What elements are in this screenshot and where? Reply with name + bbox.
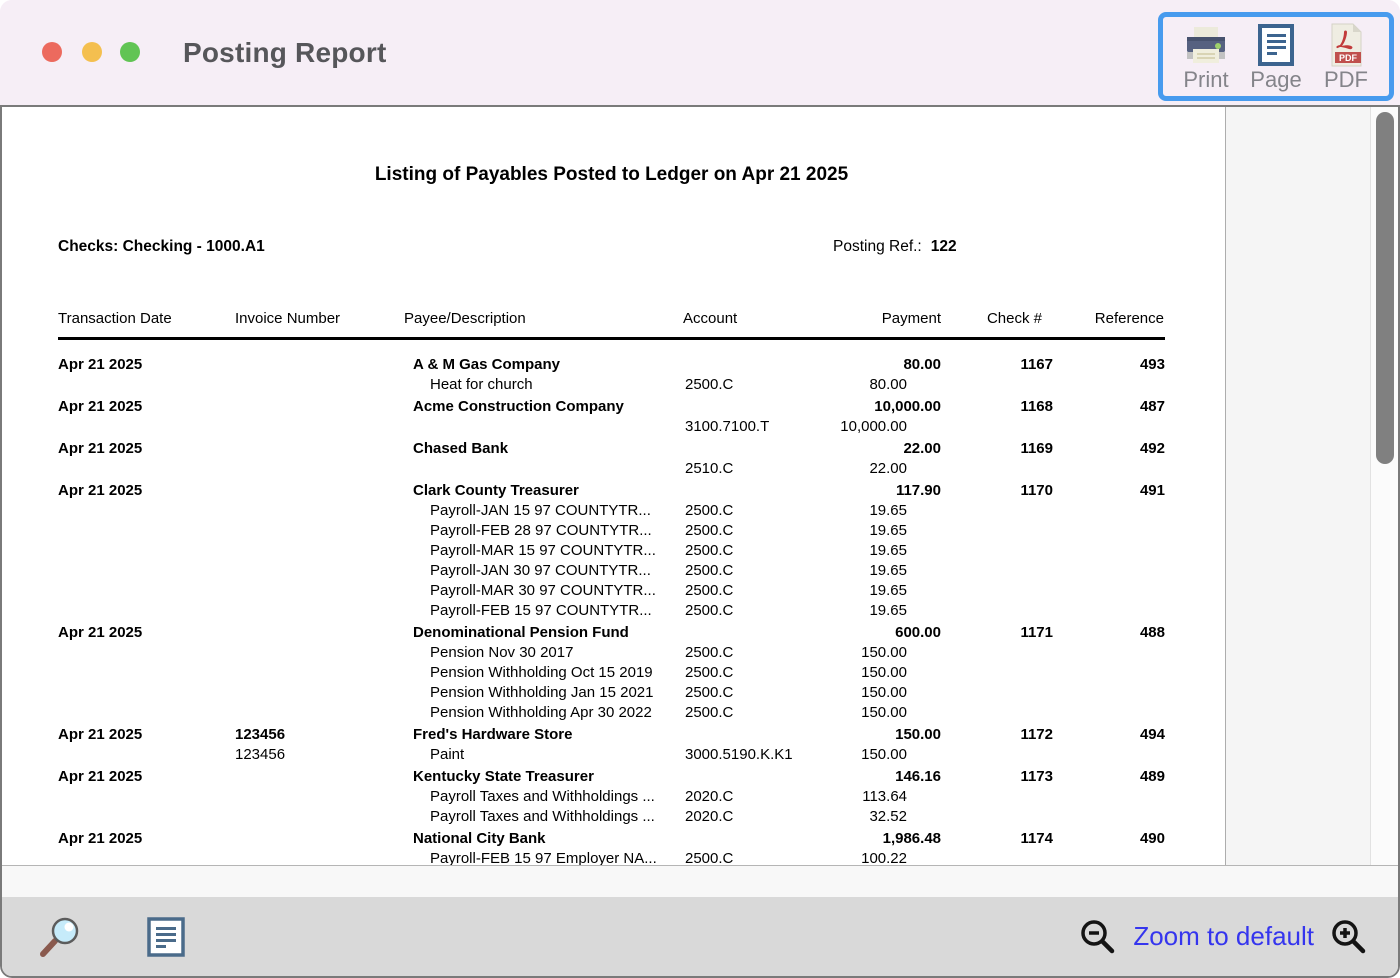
cell-invoice-number xyxy=(235,541,404,561)
cell-reference xyxy=(1053,807,1165,827)
cell-reference: 487 xyxy=(1139,398,1165,415)
posting-row-detail xyxy=(58,643,1165,663)
cell-payee: National City Bank xyxy=(413,830,546,847)
cell-reference xyxy=(1053,375,1165,395)
posting-ref-value: 122 xyxy=(930,238,957,255)
posting-row-detail xyxy=(58,601,1165,621)
cell-check-number xyxy=(941,745,1053,765)
cell-check-number xyxy=(941,521,1053,541)
report-subhead xyxy=(58,238,1165,258)
posting-row-detail xyxy=(58,683,1165,703)
posting-row-main xyxy=(58,355,1165,375)
cell-description: Pension Withholding Apr 30 2022 xyxy=(430,704,652,721)
posting-group xyxy=(58,439,1165,479)
posting-group xyxy=(58,397,1165,437)
posting-group xyxy=(58,623,1165,723)
cell-transaction-date xyxy=(58,683,235,703)
cell-description: Payroll Taxes and Withholdings ... xyxy=(430,788,655,805)
cell-account: 2500.C xyxy=(685,704,734,721)
cell-amount: 80.00 xyxy=(869,376,907,393)
cell-invoice-number xyxy=(235,501,404,521)
report-title: Listing of Payables Posted to Ledger on Apr 21 2025 xyxy=(374,164,849,185)
cell-account: 3000.5190.K.K1 xyxy=(685,746,793,763)
cell-payment: 22.00 xyxy=(903,440,941,457)
cell-invoice-number xyxy=(235,623,404,643)
zoom-out-icon xyxy=(1079,918,1117,956)
cell-reference: 493 xyxy=(1139,356,1165,373)
cell-transaction-date xyxy=(58,745,235,765)
cell-amount: 19.65 xyxy=(869,562,907,579)
cell-account: 2500.C xyxy=(685,522,734,539)
report-page xyxy=(2,107,1225,865)
cell-invoice-number xyxy=(235,561,404,581)
print-label: Print xyxy=(1183,67,1229,92)
posting-row-detail xyxy=(58,849,1165,865)
cell-account xyxy=(683,725,830,745)
cell-account: 2500.C xyxy=(685,562,734,579)
close-button[interactable] xyxy=(42,42,62,62)
posting-row-main xyxy=(58,829,1165,849)
cell-amount: 150.00 xyxy=(861,664,907,681)
posting-row-detail xyxy=(58,375,1165,395)
cell-description: Payroll-FEB 15 97 Employer NA... xyxy=(430,850,657,865)
report-page-icon xyxy=(146,916,186,958)
cell-invoice-number xyxy=(235,787,404,807)
header-payee-description: Payee/Description xyxy=(404,310,526,327)
pdf-badge-text: PDF xyxy=(1339,53,1357,63)
posting-row-detail xyxy=(58,745,1165,765)
cell-reference: 492 xyxy=(1139,440,1165,457)
cell-invoice-number xyxy=(235,807,404,827)
cell-check-number: 1167 xyxy=(1020,356,1053,373)
cell-invoice-number xyxy=(235,355,404,375)
content-area xyxy=(0,105,1400,978)
posting-row-main xyxy=(58,623,1165,643)
cell-transaction-date xyxy=(58,417,235,437)
cell-check-number xyxy=(941,849,1053,865)
window-title: Posting Report xyxy=(183,37,387,68)
header-transaction-date: Transaction Date xyxy=(58,310,172,327)
cell-payee: Chased Bank xyxy=(413,440,509,457)
cell-transaction-date xyxy=(58,849,235,865)
cell-payment: 80.00 xyxy=(903,356,941,373)
cell-transaction-date: Apr 21 2025 xyxy=(58,356,143,373)
cell-account: 2510.C xyxy=(685,460,734,477)
cell-check-number xyxy=(941,703,1053,723)
cell-description: Paint xyxy=(430,746,465,763)
posting-ref xyxy=(833,238,957,256)
cell-reference: 490 xyxy=(1139,830,1165,847)
cell-check-number: 1172 xyxy=(1020,726,1053,743)
cell-transaction-date xyxy=(58,501,235,521)
cell-payment: 10,000.00 xyxy=(874,398,941,415)
cell-transaction-date: Apr 21 2025 xyxy=(58,398,143,415)
cell-transaction-date: Apr 21 2025 xyxy=(58,624,143,641)
cell-reference: 489 xyxy=(1139,768,1165,785)
cell-account xyxy=(683,397,830,417)
posting-group xyxy=(58,355,1165,395)
cell-transaction-date xyxy=(58,643,235,663)
column-headers xyxy=(58,310,1165,327)
cell-amount: 113.64 xyxy=(862,788,907,805)
horizontal-scroll-gutter[interactable] xyxy=(2,865,1398,897)
cell-transaction-date: Apr 21 2025 xyxy=(58,440,143,457)
cell-payment: 117.90 xyxy=(895,482,941,499)
pdf-file-icon xyxy=(1328,23,1364,67)
cell-transaction-date: Apr 21 2025 xyxy=(58,768,143,785)
cell-payment: 150.00 xyxy=(895,726,941,743)
cell-account xyxy=(683,481,830,501)
cell-check-number: 1169 xyxy=(1020,440,1053,457)
magnifier-tool-button[interactable] xyxy=(38,914,84,960)
cell-account: 2500.C xyxy=(685,664,734,681)
cell-amount: 100.22 xyxy=(861,850,907,865)
cell-reference xyxy=(1053,601,1165,621)
cell-payee: Denominational Pension Fund xyxy=(413,624,629,641)
cell-reference xyxy=(1053,459,1165,479)
cell-amount: 19.65 xyxy=(869,522,907,539)
cell-account: 2500.C xyxy=(685,850,734,865)
cell-invoice-number xyxy=(235,375,404,395)
cell-reference xyxy=(1053,561,1165,581)
cell-check-number: 1171 xyxy=(1020,624,1053,641)
cell-reference xyxy=(1053,501,1165,521)
cell-check-number xyxy=(941,581,1053,601)
cell-payment: 1,986.48 xyxy=(882,830,941,847)
cell-payee: Kentucky State Treasurer xyxy=(413,768,594,785)
cell-invoice-number xyxy=(235,397,404,417)
cell-description: Payroll-JAN 30 97 COUNTYTR... xyxy=(430,562,651,579)
cell-invoice-number xyxy=(235,601,404,621)
cell-amount: 19.65 xyxy=(869,582,907,599)
cell-account: 2500.C xyxy=(685,602,734,619)
cell-transaction-date xyxy=(58,703,235,723)
cell-account: 2020.C xyxy=(685,808,734,825)
vertical-scrollbar[interactable] xyxy=(1370,107,1398,865)
cell-check-number: 1170 xyxy=(1020,482,1053,499)
print-button[interactable] xyxy=(1173,23,1239,94)
cell-account: 3100.7100.T xyxy=(685,418,770,435)
cell-reference xyxy=(1053,581,1165,601)
cell-invoice-number xyxy=(235,849,404,865)
cell-transaction-date xyxy=(58,807,235,827)
cell-description: Pension Nov 30 2017 xyxy=(430,644,574,661)
posting-row-main xyxy=(58,767,1165,787)
cell-invoice-number xyxy=(235,521,404,541)
posting-row-detail xyxy=(58,787,1165,807)
checks-account-label: Checks: Checking - 1000.A1 xyxy=(58,238,265,255)
cell-amount: 19.65 xyxy=(869,602,907,619)
cell-check-number xyxy=(941,459,1053,479)
cell-account xyxy=(683,355,830,375)
cell-check-number: 1168 xyxy=(1020,398,1053,415)
cell-invoice-number xyxy=(235,439,404,459)
cell-transaction-date xyxy=(58,663,235,683)
cell-invoice-number xyxy=(235,643,404,663)
cell-invoice-number xyxy=(235,829,404,849)
posting-row-detail xyxy=(58,663,1165,683)
header-payment: Payment xyxy=(881,310,941,327)
cell-account xyxy=(683,623,830,643)
header-invoice-number: Invoice Number xyxy=(235,310,341,327)
cell-check-number xyxy=(941,787,1053,807)
page-setup-button[interactable] xyxy=(1243,23,1309,94)
printer-icon xyxy=(1185,23,1227,67)
cell-account xyxy=(683,439,830,459)
header-reference: Reference xyxy=(1094,310,1164,327)
cell-reference xyxy=(1053,541,1165,561)
page-icon xyxy=(1256,23,1296,67)
posting-row-main xyxy=(58,725,1165,745)
cell-invoice-number xyxy=(235,767,404,787)
cell-reference xyxy=(1053,521,1165,541)
cell-transaction-date xyxy=(58,459,235,479)
posting-row-detail xyxy=(58,417,1165,437)
cell-description: Payroll-MAR 30 97 COUNTYTR... xyxy=(430,582,656,599)
cell-invoice-number xyxy=(235,459,404,479)
cell-reference xyxy=(1053,787,1165,807)
posting-row-detail xyxy=(58,541,1165,561)
cell-invoice-number xyxy=(235,683,404,703)
cell-check-number xyxy=(941,561,1053,581)
cell-payee: Fred's Hardware Store xyxy=(413,726,573,743)
cell-reference: 494 xyxy=(1139,726,1165,743)
cell-account: 2020.C xyxy=(685,788,734,805)
cell-reference xyxy=(1053,745,1165,765)
report-view-button[interactable] xyxy=(146,916,186,958)
cell-account: 2500.C xyxy=(685,582,734,599)
cell-transaction-date xyxy=(58,375,235,395)
cell-check-number xyxy=(941,807,1053,827)
cell-description: Payroll-JAN 15 97 COUNTYTR... xyxy=(430,502,651,519)
cell-payee: Clark County Treasurer xyxy=(413,482,579,499)
cell-amount: 150.00 xyxy=(861,684,907,701)
cell-transaction-date xyxy=(58,561,235,581)
cell-check-number xyxy=(941,541,1053,561)
cell-transaction-date xyxy=(58,601,235,621)
posting-row-detail xyxy=(58,521,1165,541)
cell-reference xyxy=(1053,417,1165,437)
cell-amount: 150.00 xyxy=(861,704,907,721)
header-check-number: Check # xyxy=(986,310,1042,327)
cell-amount: 32.52 xyxy=(869,808,907,825)
pdf-label: PDF xyxy=(1324,67,1368,92)
cell-reference xyxy=(1053,703,1165,723)
cell-reference: 491 xyxy=(1139,482,1165,499)
cell-check-number xyxy=(941,417,1053,437)
cell-description xyxy=(404,459,683,479)
cell-payment: 146.16 xyxy=(895,768,941,785)
cell-description: Heat for church xyxy=(430,376,533,393)
zoom-window-button[interactable] xyxy=(120,42,140,62)
cell-amount: 19.65 xyxy=(869,502,907,519)
cell-transaction-date xyxy=(58,787,235,807)
posting-group xyxy=(58,767,1165,827)
zoom-in-button[interactable] xyxy=(1330,918,1368,956)
cell-amount: 10,000.00 xyxy=(840,418,907,435)
cell-amount: 19.65 xyxy=(869,542,907,559)
magnifier-icon xyxy=(38,914,84,960)
toolbar-highlight-box xyxy=(1158,12,1394,101)
cell-reference xyxy=(1053,663,1165,683)
cell-transaction-date: Apr 21 2025 xyxy=(58,726,143,743)
posting-row-main xyxy=(58,481,1165,501)
page-label: Page xyxy=(1250,67,1302,92)
cell-transaction-date xyxy=(58,521,235,541)
cell-reference xyxy=(1053,849,1165,865)
report-rows xyxy=(58,355,1165,865)
posting-row-detail xyxy=(58,807,1165,827)
page-margin-strip xyxy=(1225,107,1398,865)
posting-group xyxy=(58,481,1165,621)
cell-check-number xyxy=(941,601,1053,621)
posting-row-detail xyxy=(58,703,1165,723)
cell-amount: 22.00 xyxy=(869,460,907,477)
posting-row-detail xyxy=(58,459,1165,479)
zoom-out-button[interactable] xyxy=(1079,918,1117,956)
cell-description: Payroll-MAR 15 97 COUNTYTR... xyxy=(430,542,656,559)
title-bar xyxy=(0,0,1400,105)
header-account: Account xyxy=(683,310,738,327)
cell-invoice-number xyxy=(235,663,404,683)
cell-invoice-number: 123456 xyxy=(235,726,286,743)
header-rule xyxy=(58,337,1165,340)
cell-payment: 600.00 xyxy=(895,624,941,641)
cell-check-number: 1174 xyxy=(1020,830,1053,847)
cell-check-number xyxy=(941,683,1053,703)
posting-group xyxy=(58,725,1165,765)
cell-description: Payroll Taxes and Withholdings ... xyxy=(430,808,655,825)
posting-row-detail xyxy=(58,561,1165,581)
cell-amount: 150.00 xyxy=(861,746,907,763)
cell-reference xyxy=(1053,683,1165,703)
cell-account: 2500.C xyxy=(685,502,734,519)
cell-transaction-date: Apr 21 2025 xyxy=(58,830,143,847)
cell-invoice-number xyxy=(235,703,404,723)
cell-account: 2500.C xyxy=(685,684,734,701)
cell-description: Pension Withholding Jan 15 2021 xyxy=(430,684,654,701)
cell-account: 2500.C xyxy=(685,644,734,661)
cell-description: Pension Withholding Oct 15 2019 xyxy=(430,664,653,681)
cell-account: 2500.C xyxy=(685,542,734,559)
posting-row-main xyxy=(58,397,1165,417)
cell-check-number: 1173 xyxy=(1020,768,1053,785)
pdf-button[interactable] xyxy=(1313,23,1379,94)
cell-invoice-number xyxy=(235,581,404,601)
zoom-to-default-link[interactable]: Zoom to default xyxy=(1133,921,1314,951)
cell-check-number xyxy=(941,375,1053,395)
cell-payee: Acme Construction Company xyxy=(413,398,624,415)
cell-description: Payroll-FEB 28 97 COUNTYTR... xyxy=(430,522,652,539)
cell-check-number xyxy=(941,663,1053,683)
cell-reference xyxy=(1053,643,1165,663)
posting-ref-label: Posting Ref.: xyxy=(833,238,922,255)
posting-row-main xyxy=(58,439,1165,459)
posting-row-detail xyxy=(58,501,1165,521)
cell-transaction-date xyxy=(58,581,235,601)
cell-check-number xyxy=(941,501,1053,521)
cell-invoice-number: 123456 xyxy=(235,746,286,763)
posting-row-detail xyxy=(58,581,1165,601)
cell-transaction-date xyxy=(58,541,235,561)
cell-account xyxy=(683,767,830,787)
cell-description xyxy=(404,417,683,437)
cell-amount: 150.00 xyxy=(861,644,907,661)
cell-check-number xyxy=(941,643,1053,663)
cell-account xyxy=(683,829,830,849)
vertical-scrollbar-thumb[interactable] xyxy=(1376,112,1394,464)
cell-invoice-number xyxy=(235,481,404,501)
cell-account: 2500.C xyxy=(685,376,734,393)
cell-transaction-date: Apr 21 2025 xyxy=(58,482,143,499)
posting-group xyxy=(58,829,1165,865)
cell-invoice-number xyxy=(235,417,404,437)
minimize-button[interactable] xyxy=(82,42,102,62)
zoom-in-icon xyxy=(1330,918,1368,956)
status-toolbar xyxy=(2,897,1398,976)
cell-reference: 488 xyxy=(1139,624,1165,641)
cell-description: Payroll-FEB 15 97 COUNTYTR... xyxy=(430,602,652,619)
cell-payee: A & M Gas Company xyxy=(413,356,560,373)
